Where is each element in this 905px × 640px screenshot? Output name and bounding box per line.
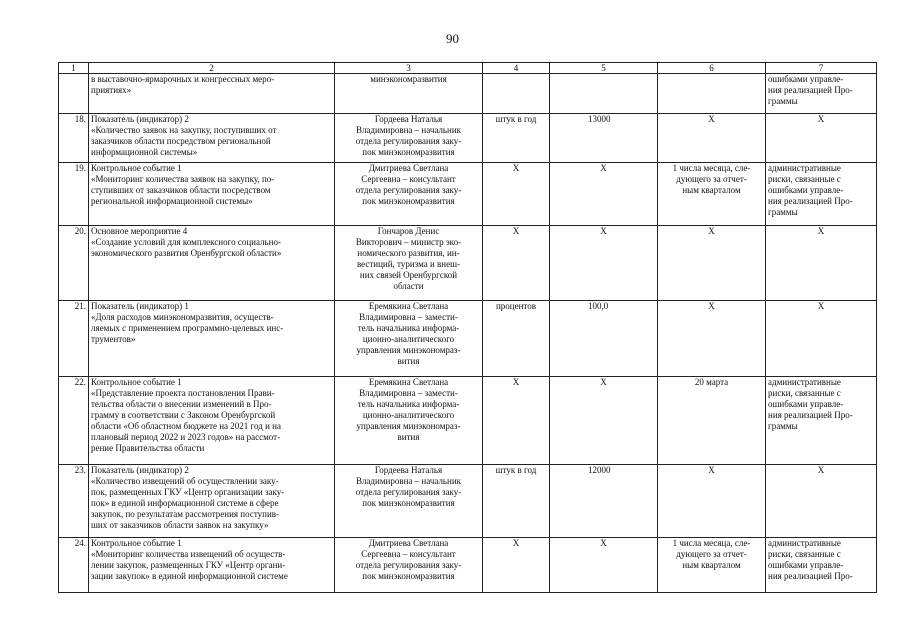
header-cell: 2 xyxy=(89,63,335,74)
row-name: Показатель (индикатор) 2 «Количество заявок на закупку, поступивших от заказчиков области посредством региональной информационной системы» xyxy=(89,114,335,163)
row-responsible: Гончаров Денис Викторович – министр эко- номического развития, ин- вестиций, туризма и внеш- них связей Оренбургской области xyxy=(335,226,483,301)
header-cell: 4 xyxy=(483,63,550,74)
row-term: X xyxy=(658,465,766,538)
table-row xyxy=(59,538,877,593)
row-name: Контрольное событие 1 «Представление проекта постановления Прави- тельства области о внесении изменений в Про- грамму в соответствии с Законом Оренбургской области «Об областном бюджете на 2021 год и на плановый период 2022 и 2023 годов» на рассмот- рение Правительства области xyxy=(89,377,335,465)
row-risk: X xyxy=(766,226,877,301)
row-name: Контрольное событие 1 «Мониторинг количества извещений об осуществ- лении закупок, размещенных ГКУ «Центр органи- зации закупок» в единой информационной системе xyxy=(89,538,335,593)
row-name: Показатель (индикатор) 1 «Доля расходов минэкономразвития, осуществ- ляемых с применением программно-целевых инс- трументов» xyxy=(89,301,335,377)
row-responsible: Еремякина Светлана Владимировна – замести- тель начальника информа- ционно-аналитического управления минэкономраз- вития xyxy=(335,377,483,465)
header-row xyxy=(59,63,877,74)
row-unit: процентов xyxy=(483,301,550,377)
row-value xyxy=(550,74,658,114)
header-cell: 3 xyxy=(335,63,483,74)
row-term: X xyxy=(658,226,766,301)
row-responsible: Гордеева Наталья Владимировна – начальник отдела регулирования заку- пок минэкономразвития xyxy=(335,114,483,163)
row-term: X xyxy=(658,301,766,377)
row-responsible: Гордеева Наталья Владимировна – начальник отдела регулирования заку- пок минэкономразвития xyxy=(335,465,483,538)
row-name: Контрольное событие 1 «Мониторинг количества заявок на закупку, по- ступивших от заказчиков области посредством региональной информационной системы» xyxy=(89,163,335,226)
row-number: 20. xyxy=(59,226,89,301)
header-cell: 1 xyxy=(59,63,89,74)
table-row xyxy=(59,163,877,226)
row-number: 24. xyxy=(59,538,89,593)
table-row xyxy=(59,465,877,538)
row-value: X xyxy=(550,226,658,301)
row-number: 21. xyxy=(59,301,89,377)
header-cell: 7 xyxy=(766,63,877,74)
row-number: 22. xyxy=(59,377,89,465)
row-responsible: Еремякина Светлана Владимировна – замести- тель начальника информа- ционно-аналитического управления минэкономраз- вития xyxy=(335,301,483,377)
row-name: Показатель (индикатор) 2 «Количество извещений об осуществлении заку- пок, размещенных ГКУ «Центр организации заку- пок» в единой информационной системе в сфере закупок, по результатам рассмотрения поступив- ших от заказчиков области заявок на закупку» xyxy=(89,465,335,538)
row-unit: X xyxy=(483,538,550,593)
row-term: 1 числа месяца, сле- дующего за отчет- ным кварталом xyxy=(658,538,766,593)
header-cell: 6 xyxy=(658,63,766,74)
row-risk: административные риски, связанные с ошибками управле- ния реализацией Про- xyxy=(766,538,877,593)
page-number: 90 xyxy=(446,31,459,46)
row-value: X xyxy=(550,163,658,226)
row-unit: X xyxy=(483,226,550,301)
row-risk: X xyxy=(766,114,877,163)
row-unit: штук в год xyxy=(483,465,550,538)
row-value: 12000 xyxy=(550,465,658,538)
row-term: X xyxy=(658,114,766,163)
row-number: 18. xyxy=(59,114,89,163)
row-term: 20 марта xyxy=(658,377,766,465)
row-unit xyxy=(483,74,550,114)
row-risk: административные риски, связанные с ошибками управле- ния реализацией Про- граммы xyxy=(766,163,877,226)
table-row xyxy=(59,301,877,377)
row-value: 13000 xyxy=(550,114,658,163)
row-term: 1 числа месяца, сле- дующего за отчет- ным кварталом xyxy=(658,163,766,226)
table-row xyxy=(59,74,877,114)
table-row xyxy=(59,226,877,301)
row-value: 100,0 xyxy=(550,301,658,377)
row-risk: административные риски, связанные с ошибками управле- ния реализацией Про- граммы xyxy=(766,377,877,465)
row-number: 19. xyxy=(59,163,89,226)
row-risk: X xyxy=(766,465,877,538)
row-unit: штук в год xyxy=(483,114,550,163)
row-term xyxy=(658,74,766,114)
row-number xyxy=(59,74,89,114)
table-row xyxy=(59,377,877,465)
row-value: X xyxy=(550,377,658,465)
row-responsible: Дмитриева Светлана Сергеевна – консультант отдела регулирования заку- пок минэкономразвития xyxy=(335,163,483,226)
row-unit: X xyxy=(483,377,550,465)
row-unit: X xyxy=(483,163,550,226)
header-cell: 5 xyxy=(550,63,658,74)
row-name: в выставочно-ярмарочных и конгрессных меро- приятиях» xyxy=(89,74,335,114)
program-table xyxy=(58,62,877,593)
row-name: Основное мероприятие 4 «Создание условий для комплексного социально- экономического развития Оренбургской области» xyxy=(89,226,335,301)
row-value: X xyxy=(550,538,658,593)
row-responsible: минэкономразвития xyxy=(335,74,483,114)
row-risk: X xyxy=(766,301,877,377)
row-number: 23. xyxy=(59,465,89,538)
row-responsible: Дмитриева Светлана Сергеевна – консультант отдела регулирования заку- пок минэкономразвития xyxy=(335,538,483,593)
row-risk: ошибками управле- ния реализацией Про- граммы xyxy=(766,74,877,114)
table-row xyxy=(59,114,877,163)
